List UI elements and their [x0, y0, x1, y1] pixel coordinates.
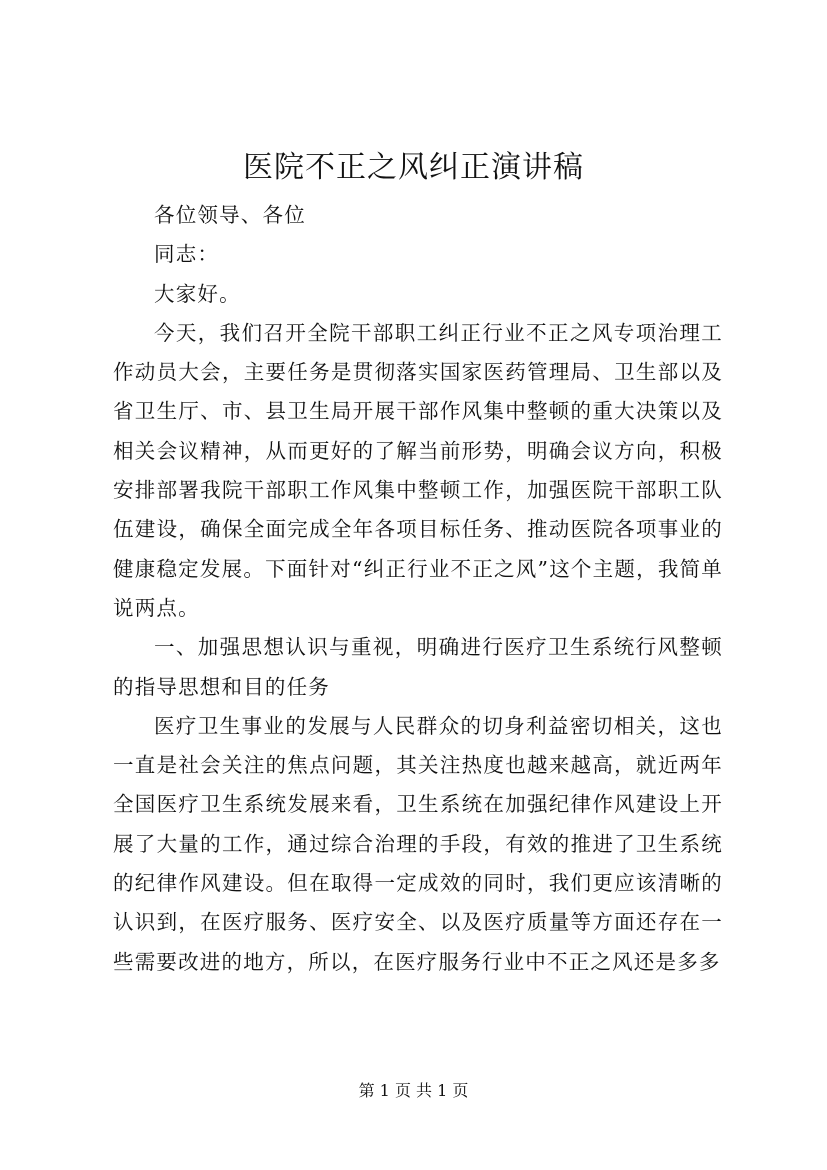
paragraph-introduction: 今天，我们召开全院干部职工纠正行业不正之风专项治理工作动员大会，主要任务是贯彻落实国家医药管理局、卫生部以及省卫生厅、市、县卫生局开展干部作风集中整顿的重大决策以及相关会议精神，从而更好的了解当前形势，明确会议方向，积极安排部署我院干部职工作风集中整顿工作，加强医院干部职工队伍建设，确保全面完成全年各项目标任务、推动医院各项事业的健康稳定发展。下面针对“纠正行业不正之风”这个主题，我简单说两点。 — [113, 320, 723, 620]
page-footer: 第 1 页 共 1 页 — [358, 1081, 469, 1100]
document-body — [113, 196, 723, 982]
paragraph-salutation-1: 各位领导、各位 — [154, 203, 306, 227]
paragraph-section-body-1: 医疗卫生事业的发展与人民群众的切身利益密切相关，这也一直是社会关注的焦点问题，其关注热度也越来越高，就近两年全国医疗卫生系统发展来看，卫生系统在加强纪律作风建设上开展了大量的工作，通过综合治理的手段，有效的推进了卫生系统的纪律作风建设。但在取得一定成效的同时，我们更应该清晰的认识到，在医疗服务、医疗安全、以及医疗质量等方面还存在一些需要改进的地方，所以，在医疗服务行业中不正之风还是多多 — [113, 713, 723, 974]
paragraph-salutation-2: 同志： — [154, 242, 220, 267]
document-title: 医院不正之风纠正演讲稿 — [243, 150, 584, 185]
paragraph-section-heading-1: 一、加强思想认识与重视，明确进行医疗卫生系统行风整顿的指导思想和目的任务 — [113, 635, 723, 699]
paragraph-greeting: 大家好。 — [154, 281, 241, 306]
